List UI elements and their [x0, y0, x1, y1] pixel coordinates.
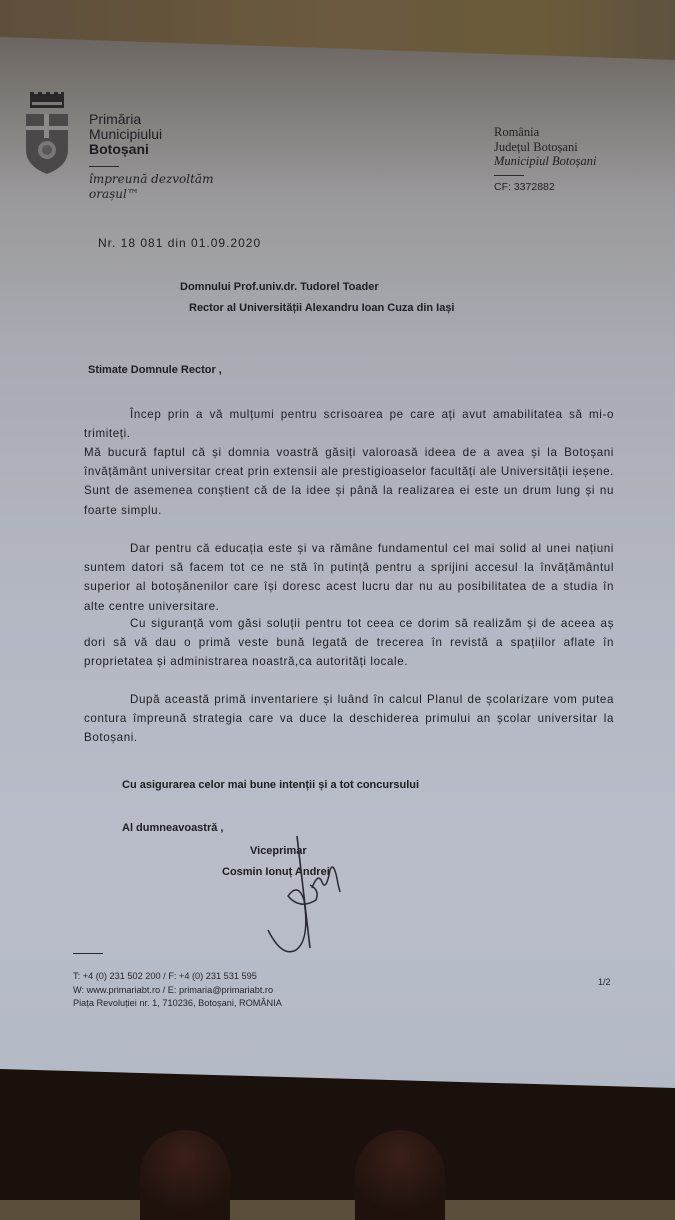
municipality: Municipiul Botoșani [494, 154, 597, 168]
finger-shadow [140, 1130, 230, 1220]
fiscal-code: CF: 3372882 [494, 181, 555, 193]
page-number: 1/2 [598, 977, 611, 987]
issuer-block [494, 125, 596, 169]
tagline-line-1: împreună dezvoltăm [89, 172, 214, 186]
footer-address: Piața Revoluției nr. 1, 710236, Botoșani, ROMÂNIA [73, 998, 282, 1008]
closing-line: Cu asigurarea celor mai bune intenții și a tot concursului [122, 779, 420, 791]
tagline-line-2: orașul™ [89, 187, 139, 201]
body-paragraph [84, 614, 614, 672]
country: România [494, 125, 540, 139]
coat-of-arms-icon [24, 92, 70, 174]
divider [73, 953, 103, 954]
footer-phone: T: +4 (0) 231 502 200 / F: +4 (0) 231 531 595 [73, 971, 257, 981]
body-paragraph [84, 539, 614, 616]
paragraph-text: După această primă inventariere și luând în calcul Planul de școlarizare vom putea contura împreună strategia care va duce la deschiderea primului an școlar universitar la Botoșani. [84, 693, 614, 745]
org-line-2: Municipiului [89, 126, 163, 142]
paragraph-text: Dar pentru că educația este și va rămâne fundamentul cel mai solid al unei națiuni suntem datori să facem tot ce ne stă în putință pentru a sprijini accesul la învățământul superior al botoșănenilor care își doresc acest lucru dar nu au posibilitatea de a studia în alte centre universitare. [84, 542, 614, 613]
divider [494, 175, 524, 176]
footer-web-email: W: www.primariabt.ro / E: primaria@primariabt.ro [73, 984, 274, 995]
body-paragraph [84, 690, 614, 748]
contact-footer [73, 970, 282, 1011]
signatory-name: Cosmin Ionuț Andrei [222, 866, 330, 878]
reference-number: Nr. 18 081 din 01.09.2020 [98, 236, 262, 250]
finger-shadow [355, 1130, 445, 1220]
signatory-title: Viceprimar [250, 845, 307, 857]
tagline [89, 172, 213, 202]
org-line-1: Primăria [89, 111, 142, 127]
salutation: Stimate Domnule Rector , [88, 364, 222, 376]
organization-name [89, 112, 162, 157]
sign-off: Al dumneavoastră , [122, 822, 224, 834]
paragraph-text: Cu siguranță vom găsi soluții pentru tot ceea ce dorim să realizăm și de aceea aș dori să vă dau o primă veste bună legată de trecerea în revistă a spațiilor aflate în proprietatea și administrarea noastră,ca autorități locale. [84, 617, 614, 669]
recipient-line-1: Domnului Prof.univ.dr. Tudorel Toader [180, 281, 379, 293]
handwritten-signature [260, 830, 360, 960]
body-paragraph [84, 405, 614, 443]
org-line-3: Botoșani [89, 141, 149, 157]
divider [89, 166, 119, 167]
body-paragraph [84, 443, 614, 520]
county: Județul Botoșani [494, 139, 578, 154]
paragraph-text: Mă bucură faptul că și domnia voastră găsiți valoroasă ideea de a avea și la Botoșani învățământ universitar creat prin extensii ale prestigioaselor facultăți ale Universității ieșene. Sunt de asemenea conștient că de la idee și până la realizarea ei este un drum lung și nu foarte simplu. [84, 446, 614, 517]
paragraph-text: Încep prin a vă mulțumi pentru scrisoarea pe care ați avut amabilitatea să mi-o trimiteți. [84, 408, 614, 441]
recipient-line-2: Rector al Universității Alexandru Ioan Cuza din Iași [189, 302, 455, 314]
